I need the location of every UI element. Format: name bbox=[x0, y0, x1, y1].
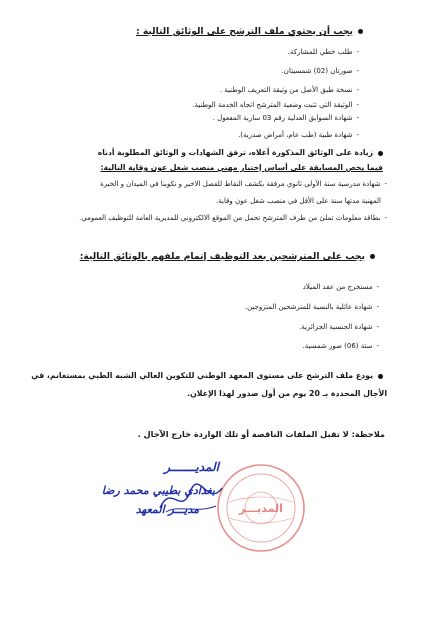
list-item: -نسخة طبق الأصل من وثيقة التعريف الوطنية . bbox=[219, 86, 359, 94]
list-item: -بطاقة معلومات تملئ من طرف المترشح تحمل من الموقع الالكتروني للمديرية العامة للتوظيف العمومي. bbox=[79, 214, 387, 222]
svg-text:المديـــر: المديـــر bbox=[239, 502, 283, 515]
list-item: -ستة (06) صور شمسية. bbox=[302, 342, 379, 350]
list-item: -صورتان (02) شمسيتان. bbox=[281, 67, 359, 75]
bullet-icon bbox=[378, 151, 383, 156]
official-stamp-icon bbox=[215, 462, 307, 554]
handwritten-signature-icon bbox=[156, 478, 226, 518]
bullet-icon bbox=[358, 29, 363, 34]
note: ملاحظة: لا تقبل الملفات الناقصة أو تلك الواردة خارج الآجال . bbox=[137, 429, 385, 439]
bullet-icon bbox=[370, 254, 375, 259]
section3-heading: يجب على المترشحين بعد التوظيف إتمام ملفهم بالوثائق التالية: bbox=[0, 251, 375, 262]
signature-role: مديـــر المعهد bbox=[135, 503, 199, 516]
list-item: -شهادة الجنسية الجزائرية. bbox=[299, 323, 379, 331]
deposit-line2: الأجال المحددة بـ 20 يوم من أول صدور لهذا الإعلان. bbox=[187, 389, 387, 398]
list-item: -شهادة طبية (طب عام، أمراض صدرية). bbox=[238, 131, 359, 139]
section1-heading: يجب أن يحتوي ملف الترشح على الوثائق التالية : bbox=[0, 26, 363, 37]
list-item: -شهادة عائلية بالنسبة للمترشحين المتزوجين. bbox=[244, 303, 379, 311]
list-item: -مستخرج من عقد الميلاد bbox=[302, 283, 379, 291]
list-item: -شهادة مدرسية سنة الأولى ثانوي مرفقة بكشف النقاط للفصل الاخير و تكوينا في الميدان و الخبرة bbox=[100, 180, 387, 188]
list-item: -طلب خطي للمشاركة. bbox=[287, 48, 359, 56]
section2-heading-line1: زيادة على الوثائق المذكورة أعلاه، ترفق الشهادات و الوثائق المطلوبة أدناه bbox=[0, 148, 383, 157]
list-item-continuation: المهنية مدتها سنة على الأقل في منصب شغل عون وقاية. bbox=[216, 197, 381, 205]
signature-name: بغدادي بطيبي محمد رضا bbox=[101, 484, 215, 497]
deposit-line1: يودع ملف الترشح على مستوى المعهد الوطني للتكوين العالي الشبه الطبي بمستغانم، في bbox=[0, 368, 383, 383]
bullet-icon bbox=[378, 374, 383, 379]
section2-heading-line2: فيما يخص المسابقة على أساس إختبار مهني منصب شغل عون وقاية التالية: bbox=[100, 163, 383, 172]
signature-title: المديـــــــر bbox=[164, 460, 219, 474]
list-item: -شهادة السوابق العدلية رقم 03 سارية المفعول . bbox=[212, 114, 359, 122]
list-item: -الوثيقة التي تثبت وضعية المترشح اتجاه الخدمة الوطنية. bbox=[192, 101, 359, 109]
